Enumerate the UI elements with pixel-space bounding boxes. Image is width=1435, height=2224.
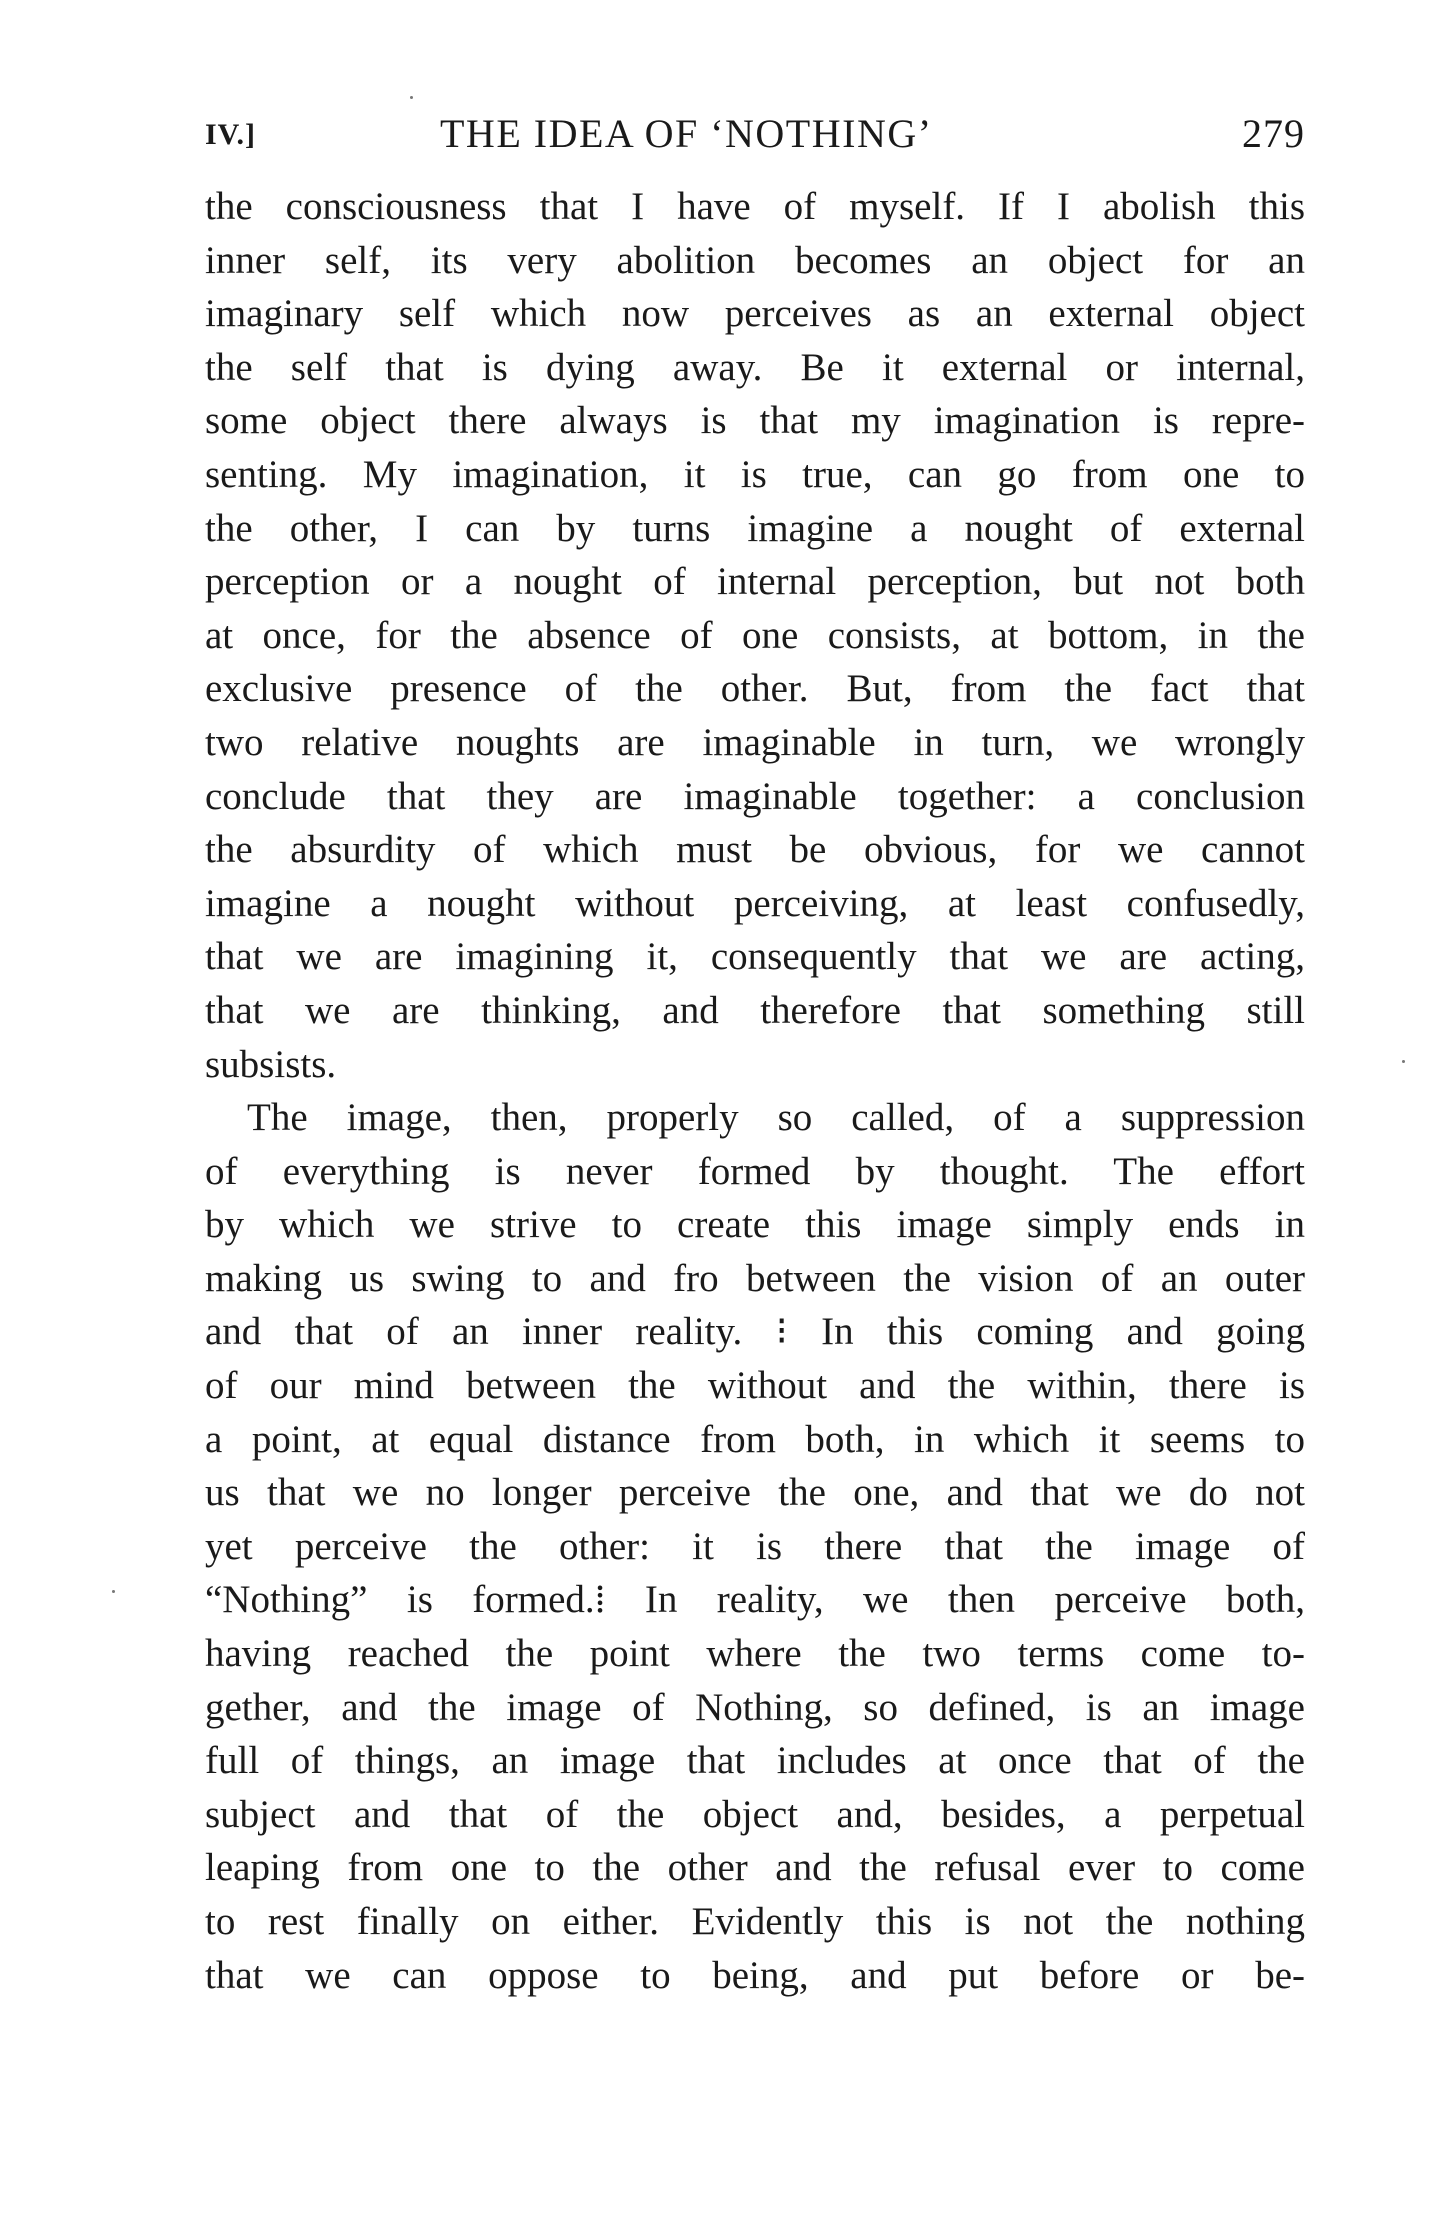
text-line: the absurdity of which must be obvious, for we cannot [205, 828, 1305, 872]
text-line: the other, I can by turns imagine a nought of external [205, 506, 1305, 550]
page-number: 279 [1242, 111, 1305, 156]
text-line: subsists. [205, 1042, 337, 1086]
text-line: of everything is never formed by thought. The effort [205, 1149, 1305, 1193]
text-line: conclude that they are imaginable together: a conclusion [205, 774, 1305, 818]
paragraph-2 [205, 1091, 1305, 2002]
text-line: The image, then, properly so called, of a suppression [247, 1096, 1305, 1140]
text-line: that we are imagining it, consequently that we are acting, [205, 935, 1305, 979]
text-line: having reached the point where the two terms come to- [205, 1632, 1305, 1676]
text-line: senting. My imagination, it is true, can go from one to [205, 452, 1305, 496]
text-line: by which we strive to create this image simply ends in [205, 1203, 1305, 1247]
text-line: subject and that of the object and, besides, a perpetual [205, 1792, 1305, 1836]
text-line: to rest finally on either. Evidently this is not the nothing [205, 1900, 1305, 1943]
scan-speck [410, 96, 413, 99]
text-line: making us swing to and fro between the vision of an outer [205, 1256, 1305, 1300]
text-line: two relative noughts are imaginable in turn, we wrongly [205, 720, 1305, 764]
running-title: THE IDEA OF ‘NOTHING’ [440, 111, 933, 156]
body-text [205, 180, 1305, 2002]
text-line: of our mind between the without and the within, there is [205, 1364, 1305, 1408]
text-line: yet perceive the other: it is there that the image of [205, 1524, 1305, 1568]
text-line: that we can oppose to being, and put before or be- [205, 1953, 1305, 1997]
text-line: imaginary self which now perceives as an external object [205, 292, 1305, 336]
text-line: full of things, an image that includes at once that of the [205, 1739, 1305, 1783]
text-line: and that of an inner reality. ⁝ In this coming and going [205, 1310, 1305, 1354]
running-header [205, 110, 1305, 174]
section-marker: IV.] [205, 118, 256, 151]
text-line: “Nothing” is formed.⁞ In reality, we then perceive both, [205, 1578, 1305, 1622]
text-line: at once, for the absence of one consists, at bottom, in the [205, 613, 1305, 657]
scan-speck [112, 1590, 115, 1593]
book-page [205, 110, 1305, 2002]
text-line: the consciousness that I have of myself. If I abolish this [205, 185, 1305, 228]
text-line: that we are thinking, and therefore that something still [205, 988, 1305, 1032]
text-line: gether, and the image of Nothing, so defined, is an image [205, 1685, 1305, 1729]
text-line: us that we no longer perceive the one, and that we do not [205, 1471, 1305, 1515]
paragraph-1 [205, 180, 1305, 1091]
text-line: some object there always is that my imagination is repre- [205, 399, 1305, 443]
text-line: inner self, its very abolition becomes an object for an [205, 238, 1305, 282]
text-line: leaping from one to the other and the refusal ever to come [205, 1846, 1305, 1890]
scan-speck [1402, 1060, 1405, 1063]
text-line: a point, at equal distance from both, in which it seems to [205, 1417, 1305, 1461]
text-line: perception or a nought of internal perception, but not both [205, 560, 1305, 604]
text-line: imagine a nought without perceiving, at least confusedly, [205, 881, 1305, 925]
text-line: exclusive presence of the other. But, from the fact that [205, 667, 1305, 711]
text-line: the self that is dying away. Be it external or internal, [205, 345, 1305, 389]
